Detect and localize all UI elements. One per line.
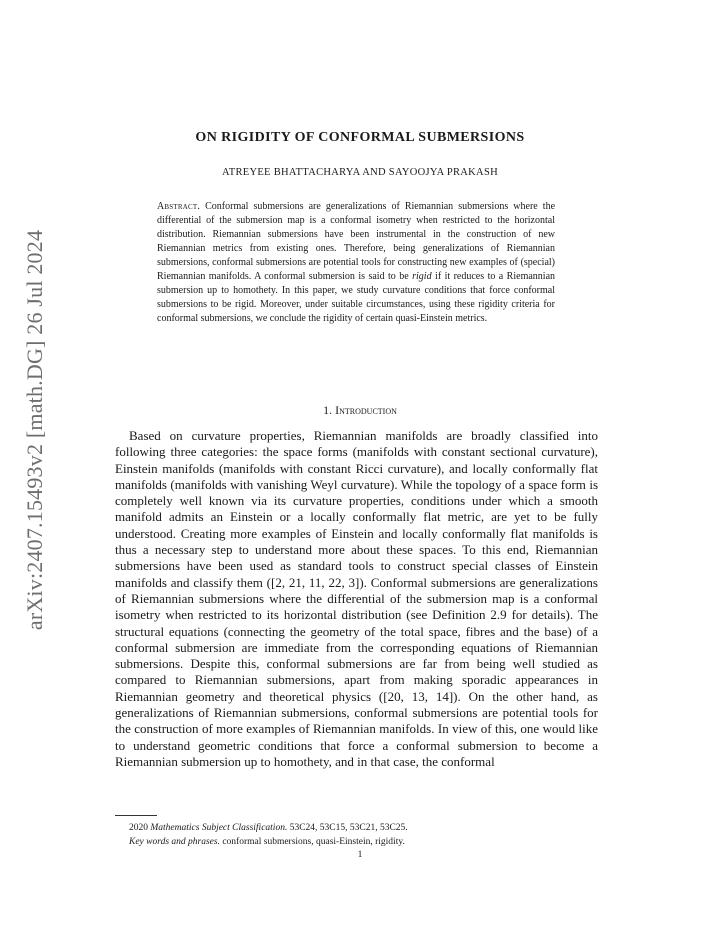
arxiv-identifier-text: arXiv:2407.15493v2 [math.DG] 26 Jul 2024 <box>22 229 47 631</box>
section-number: 1. <box>323 403 333 417</box>
msc-footnote <box>115 821 598 835</box>
abstract-text-after: if it reduces to a Riemannian submersion up to homothety. In this paper, we study curvature conditions that force conformal submersions to be rigid. Moreover, under suitable circumstances, using these rigidity criteria for conformal submersions, we conclude the rigidity of certain quasi-Einstein metrics. <box>157 271 556 324</box>
introduction-text: Based on curvature properties, Riemannian manifolds are broadly classified into following three categories: the space forms (manifolds with constant sectional curvature), Einstein manifolds (manifolds with constant Ricci curvature), and locally conformally flat manifolds (manifolds with vanishing Weyl curvature). While the topology of a space form is completely well known via its curvature properties, conditions under which a smooth manifold admits an Einstein or a locally conformally flat metric, are yet to be fully understood. Creating more examples of Einstein and locally conformally flat manifolds is thus a necessary step to understand more about these spaces. To this end, Riemannian submersions have been used as standard tools to construct special classes of Einstein manifolds and classify them ([2, 21, 11, 22, 3]). Conformal submersions are generalizations of Riemannian submersions where the differential of the submersion map is a conformal isometry when restricted to its horizontal distribution (see Definition 2.9 for details). The structural equations (connecting the geometry of the total space, fibres and the base) of a conformal submersion are immediate from the corresponding equations of Riemannian submersions. Despite this, conformal submersions are far from being well studied as compared to Riemannian submersions, apart from making sporadic appearances in Riemannian geometry and theoretical physics ([20, 13, 14]). On the other hand, as generalizations of Riemannian submersions, conformal submersions are potential tools for the construction of more examples of Riemannian manifolds. In view of this, one would like to understand geometric conditions that force a conformal submersion to become a Riemannian submersion up to homothety, and in that case, the conformal <box>115 428 598 769</box>
msc-codes: 53C24, 53C15, 53C21, 53C25. <box>289 823 408 833</box>
msc-label: Mathematics Subject Classification. <box>150 823 288 833</box>
section-title: Introduction <box>335 403 397 417</box>
abstract-emphasis: rigid <box>412 271 432 282</box>
page-number: 1 <box>357 850 363 860</box>
footnotes <box>115 821 598 849</box>
arxiv-identifier <box>11 214 59 646</box>
msc-year: 2020 <box>129 823 148 833</box>
abstract <box>157 200 555 326</box>
keywords-text: conformal submersions, quasi-Einstein, rigidity. <box>222 837 405 847</box>
keywords-footnote <box>115 835 598 849</box>
abstract-label: Abstract. <box>157 201 201 212</box>
paper-title: ON RIGIDITY OF CONFORMAL SUBMERSIONS <box>195 130 525 145</box>
section-heading <box>0 403 720 418</box>
abstract-text-before: Conformal submersions are generalizations of Riemannian submersions where the differential of the submersion map is a conformal isometry when restricted to the horizontal distribution. Riemannian submersions have been instrumental in the construction of new Riemannian metrics from existing ones. Therefore, being generalizations of Riemannian submersions, conformal submersions are potential tools for constructing new examples of (special) Riemannian manifolds. A conformal submersion is said to be <box>157 201 556 282</box>
introduction-paragraph <box>115 428 598 770</box>
keywords-label: Key words and phrases. <box>129 837 220 847</box>
footnote-rule <box>115 815 157 816</box>
paper-authors: ATREYEE BHATTACHARYA AND SAYOOJYA PRAKASH <box>222 167 498 178</box>
